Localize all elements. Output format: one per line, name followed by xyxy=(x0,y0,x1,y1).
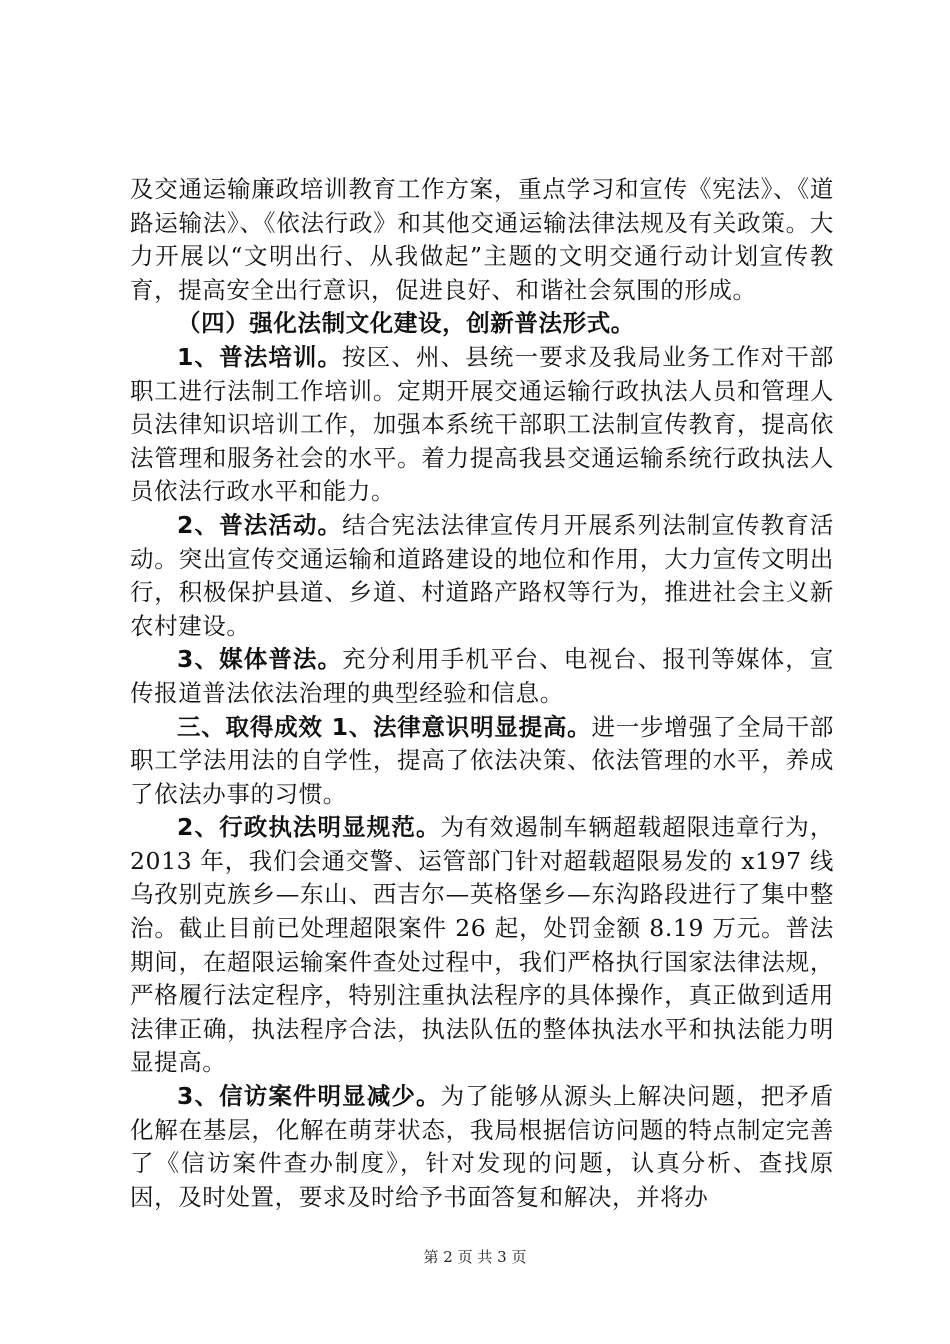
paragraph-text: 为了能够从源头上解决问题，把矛盾化解在基层，化解在萌芽状态，我局根据信访问题的特点制定完善了《信访案件查办制度》，针对发现的问题，认真分析、查找原因，及时处置，要求及时给予书面答复和解决，并将办 xyxy=(130,1082,834,1211)
paragraph-text: 进一步增强了全局干部职工学法用法的自学性，提高了依法决策、依法管理的水平，养成了依法办事的习惯。 xyxy=(130,712,834,808)
paragraph-text: 为有效遏制车辆超载超限违章行为，2013 年，我们会通交警、运管部门针对超载超限易发的 x197 线乌孜别克族乡—东山、西吉尔—英格堡乡—东沟路段进行了集中整治。截止目前已处理超限案件 26 起，处罚金额 8.19 万元。普法期间，在超限运输案件查处过程中，我们严格执行国家法律法规，严格履行法定程序，特别注重执法程序的具体操作，真正做到适用法律正确，执法程序合法，执法队伍的整体执法水平和执法能力明显提高。 xyxy=(130,813,834,1077)
paragraph-lead: 1、普法培训。 xyxy=(177,342,343,371)
paragraph-media xyxy=(130,643,834,710)
section-heading xyxy=(130,307,834,341)
paragraph-results xyxy=(130,711,834,812)
document-body xyxy=(130,173,834,1214)
paragraph-continuation xyxy=(130,173,834,307)
paragraph-text: 及交通运输廉政培训教育工作方案，重点学习和宣传《宪法》、《道路运输法》、《依法行政》和其他交通运输法律法规及有关政策。大力开展以“文明出行、从我做起”主题的文明交通行动计划宣传教育，提高安全出行意识，促进良好、和谐社会氛围的形成。 xyxy=(130,175,834,304)
paragraph-lead: 三、取得成效 1、法律意识明显提高。 xyxy=(177,712,592,741)
page-footer: 第 2 页 共 3 页 xyxy=(423,1248,527,1266)
paragraph-legal-activities xyxy=(130,509,834,643)
paragraph-text: 充分利用手机平台、电视台、报刊等媒体，宣传报道普法依法治理的典型经验和信息。 xyxy=(130,645,834,707)
paragraph-lead: 2、行政执法明显规范。 xyxy=(177,813,441,842)
paragraph-lead: 3、信访案件明显减少。 xyxy=(177,1082,441,1111)
paragraph-enforcement xyxy=(130,811,834,1080)
paragraph-legal-training xyxy=(130,341,834,509)
paragraph-text: 结合宪法法律宣传月开展系列法制宣传教育活动。突出宣传交通运输和道路建设的地位和作用，大力宣传文明出行，积极保护县道、乡道、村道路产路权等行为，推进社会主义新农村建设。 xyxy=(130,510,834,640)
paragraph-lead: 3、媒体普法。 xyxy=(177,645,343,674)
section-heading-text: （四）强化法制文化建设，创新普法形式。 xyxy=(177,309,635,338)
paragraph-lead: 2、普法活动。 xyxy=(177,510,343,539)
paragraph-petitions xyxy=(130,1080,834,1214)
paragraph-text: 按区、州、县统一要求及我局业务工作对干部职工进行法制工作培训。定期开展交通运输行政执法人员和管理人员法律知识培训工作，加强本系统干部职工法制宣传教育，提高依法管理和服务社会的水平。着力提高我县交通运输系统行政执法人员依法行政水平和能力。 xyxy=(130,342,834,506)
